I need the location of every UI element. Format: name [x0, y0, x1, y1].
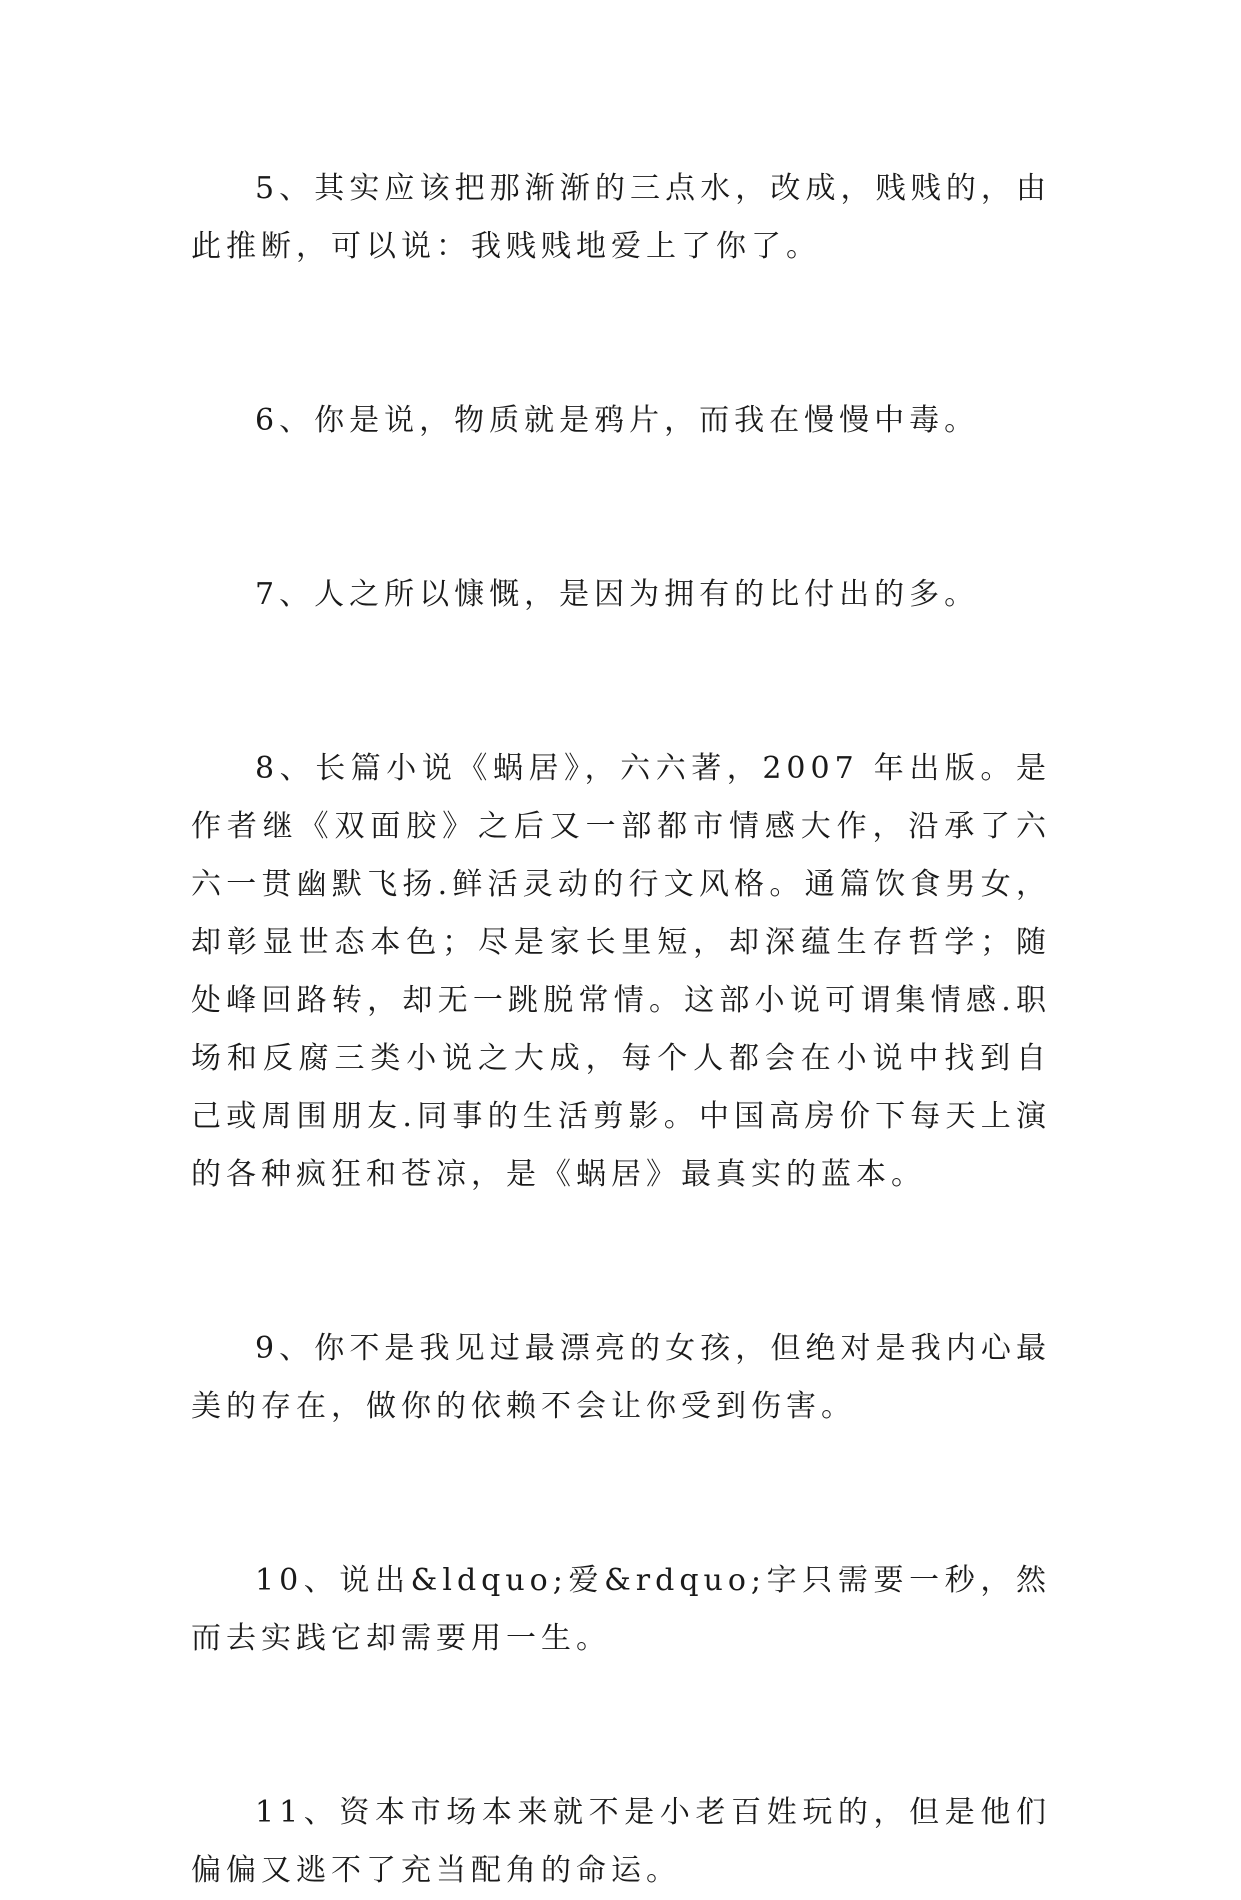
- paragraph-item-6: 6、你是说，物质就是鸦片，而我在慢慢中毒。: [255, 403, 980, 438]
- paragraph-item-11: 11、资本市场本来就不是小老百姓玩的，但是他们偏偏又逃不了充当配角的命运。: [191, 1795, 1051, 1888]
- paragraph-item-8: 8、长篇小说《蜗居》，六六著，2007 年出版。是作者继《双面胶》之后又一部都市情感大作，沿承了六六一贯幽默飞扬.鲜活灵动的行文风格。通篇饮食男女，却彰显世态本色；尽是家长里短，却深蕴生存哲学；随处峰回路转，却无一跳脱常情。这部小说可谓集情感.职场和反腐三类小说之大成，每个人都会在小说中找到自己或周围朋友.同事的生活剪影。中国高房价下每天上演的各种疯狂和苍凉，是《蜗居》最真实的蓝本。: [191, 751, 1051, 1192]
- paragraph-item-10: 10、说出&ldquo;爱&rdquo;字只需要一秒，然而去实践它却需要用一生。: [191, 1563, 1051, 1656]
- paragraph-item-5: 5、其实应该把那渐渐的三点水，改成，贱贱的，由此推断，可以说：我贱贱地爱上了你了。: [191, 171, 1051, 264]
- paragraph-item-9: 9、你不是我见过最漂亮的女孩，但绝对是我内心最美的存在，做你的依赖不会让你受到伤害。: [191, 1331, 1051, 1424]
- document-body: [191, 160, 1051, 1900]
- paragraph-item-7: 7、人之所以慷慨，是因为拥有的比付出的多。: [255, 577, 980, 612]
